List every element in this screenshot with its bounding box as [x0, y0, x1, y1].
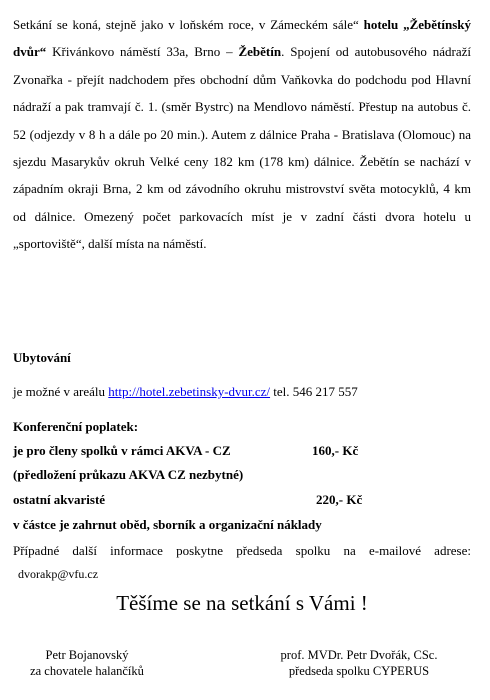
contact-email[interactable]: dvorakp@vfu.cz	[18, 567, 99, 581]
hotel-phone: tel. 546 217 557	[270, 384, 358, 399]
intro-text-5: . Spojení od autobusového nádraží Zvonařka - přejít nadchodem přes obchodní dům Vaňkovka do podchodu pod Hlavní nádraží a pak tramvají č. 1. (směr Bystrc) na Mendlovo náměstí. Přestup na autobus č. 52 (odjezdy v 8 h a dále po 20 min.). Autem z dálnice Praha - Bratislava (Olomouc) na sjezdu Masarykův okruh Velké ceny 182 km (178 km) dálnice. Žebětín se nachází v západním okraji Brna, 2 km od závodního okruhu mistrovství světa motocyklů, 4 km od dálnice. Omezený počet parkovacích míst je v zadní části dvora hotelu u „sportoviště“, další místa na náměstí.	[13, 44, 472, 252]
signature-right-role: předseda spolku CYPERUS	[288, 664, 430, 678]
intro-text-3: Křivánkovo náměstí 33a, Brno –	[46, 44, 239, 60]
signature-left-name: Petr Bojanovský	[45, 648, 129, 662]
signature-left-role: za chovatele halančíků	[30, 664, 144, 678]
document-page	[13, 0, 472, 678]
fee-included-note: v částce je zahrnut oběd, sborník a organizační náklady	[13, 517, 322, 532]
signature-right-name: prof. MVDr. Petr Dvořák, CSc.	[280, 648, 438, 662]
member-fee-note: (předložení průkazu AKVA CZ nezbytné)	[13, 467, 244, 482]
member-fee-price: 160,- Kč	[312, 443, 359, 458]
closing-greeting: Těšíme se na setkání s Vámi !	[116, 591, 368, 615]
fees-heading: Konferenční poplatek:	[13, 419, 139, 434]
hotel-name: hotelu „Žebětínský dvůr“	[13, 17, 471, 60]
lodging-heading: Ubytování	[13, 350, 71, 365]
contact-text: Případné další informace poskytne předseda spolku na e-mailové adrese:	[13, 543, 471, 558]
member-fee-label: je pro členy spolků v rámci AKVA - CZ	[13, 443, 231, 458]
other-fee-label: ostatní akvaristé	[13, 492, 106, 507]
intro-paragraph	[13, 0, 471, 258]
lodging-prefix: je možné v areálu	[13, 384, 109, 399]
district-name: Žebětín	[238, 44, 282, 60]
signature-right	[249, 647, 469, 679]
signature-left	[7, 647, 167, 679]
other-fee-price: 220,- Kč	[316, 492, 363, 507]
hotel-link[interactable]: http://hotel.zebetinsky-dvur.cz/	[108, 384, 271, 399]
lodging-line	[13, 384, 358, 400]
intro-text-1: Setkání se koná, stejně jako v loňském roce, v Zámeckém sále“	[13, 17, 364, 32]
